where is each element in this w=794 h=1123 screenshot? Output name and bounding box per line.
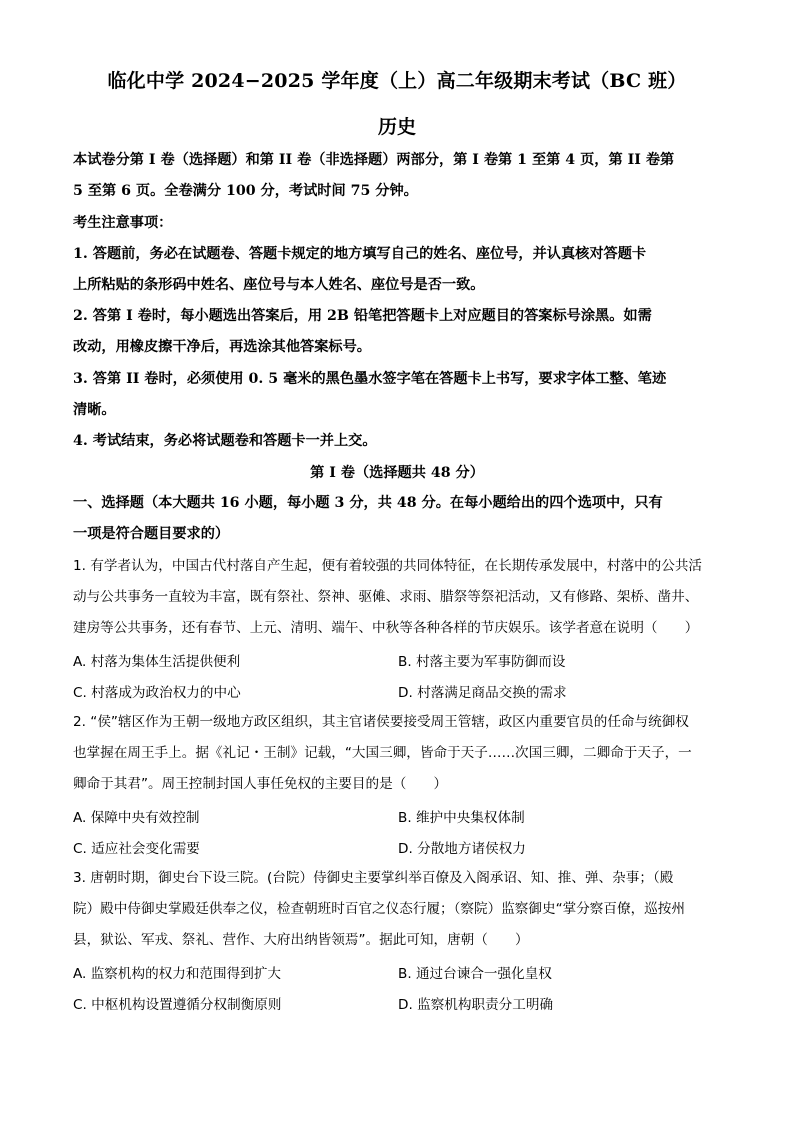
notice-item-1: 1. 答题前，务必在试题卷、答题卡规定的地方填写自己的姓名、座位号，并认真核对答题卡: [73, 246, 647, 262]
option-a: A. 保障中央有效控制: [73, 810, 200, 826]
option-c: C. 适应社会变化需要: [73, 841, 200, 857]
intro-text: 本试卷分第 I 卷（选择题）和第 II 卷（非选择题）两部分，第 I 卷第 1 至第 4 页，第 II 卷第: [73, 152, 675, 168]
part-instructions: 一项是符合题目要求的）: [73, 526, 230, 542]
question-text: 卿命于其君”。周王控制封国人事任免权的主要目的是（ ）: [73, 776, 448, 792]
notice-item-2: 改动，用橡皮擦干净后，再选涂其他答案标号。: [73, 339, 371, 355]
option-d: D. 村落满足商品交换的需求: [398, 685, 567, 701]
option-b: B. 维护中央集权体制: [398, 810, 525, 826]
option-b: B. 村落主要为军事防御而设: [398, 654, 566, 670]
option-a: A. 村落为集体生活提供便利: [73, 654, 241, 670]
question-text: 动与公共事务一直较为丰富，既有祭社、祭神、驱傩、求雨、腊祭等祭祀活动，又有修路、架桥、凿井、: [73, 589, 699, 605]
notice-item-3: 3. 答第 II 卷时，必须使用 0. 5 毫米的黑色墨水签字笔在答题卡上书写，要求字体工整、笔迹: [73, 371, 667, 387]
subject-title: 历史: [377, 116, 416, 138]
option-b: B. 通过台谏合一强化皇权: [398, 966, 552, 982]
question-text: 2. “侯”辖区作为王朝一级地方政区组织，其主官诸侯要接受周王管辖，政区内重要官员的任命与统御权: [73, 714, 689, 730]
part-instructions: 一、选择题（本大题共 16 小题，每小题 3 分，共 48 分。在每小题给出的四个选项中，只有: [73, 495, 663, 511]
option-d: D. 分散地方诸侯权力: [398, 841, 526, 857]
question-text: 院）殿中侍御史掌殿廷供奉之仪，检查朝班时百官之仪态行履；（察院）监察御史“掌分察百僚，巡按州: [73, 901, 685, 917]
option-c: C. 中枢机构设置遵循分权制衡原则: [73, 997, 282, 1013]
notice-item-3: 清晰。: [73, 402, 116, 418]
exam-title: 临化中学 2024−2025 学年度（上）高二年级期末考试（BC 班）: [107, 70, 687, 92]
question-text: 县，狱讼、军戎、祭礼、营作、大府出纳皆领焉”。据此可知，唐朝（ ）: [73, 932, 529, 948]
intro-text: 5 至第 6 页。全卷满分 100 分，考试时间 75 分钟。: [73, 183, 418, 199]
question-text: 3. 唐朝时期，御史台下设三院。(台院）侍御史主要掌纠举百僚及入阁承诏、知、推、弹、杂事；（殿: [73, 870, 674, 886]
notice-item-4: 4. 考试结束，务必将试题卷和答题卡一并上交。: [73, 433, 377, 449]
option-a: A. 监察机构的权力和范围得到扩大: [73, 966, 282, 982]
option-c: C. 村落成为政治权力的中心: [73, 685, 241, 701]
section-heading: 第 I 卷（选择题共 48 分）: [310, 465, 484, 481]
question-text: 1. 有学者认为，中国古代村落自产生起，便有着较强的共同体特征，在长期传承发展中，村落中的公共活: [73, 558, 703, 574]
question-text: 也掌握在周王手上。据《礼记・王制》记载，“大国三卿，皆命于天子……次国三卿，二卿命于天子，一: [73, 745, 692, 761]
option-d: D. 监察机构职责分工明确: [398, 997, 554, 1013]
question-text: 建房等公共事务，还有春节、上元、清明、端午、中秋等各种各样的节庆娱乐。该学者意在说明（ ）: [73, 620, 699, 636]
notice-heading: 考生注意事项：: [73, 215, 173, 231]
notice-item-2: 2. 答第 I 卷时，每小题选出答案后，用 2B 铅笔把答题卡上对应题目的答案标号涂黑。如需: [73, 308, 652, 324]
notice-item-1: 上所粘贴的条形码中姓名、座位号与本人姓名、座位号是否一致。: [73, 277, 485, 293]
